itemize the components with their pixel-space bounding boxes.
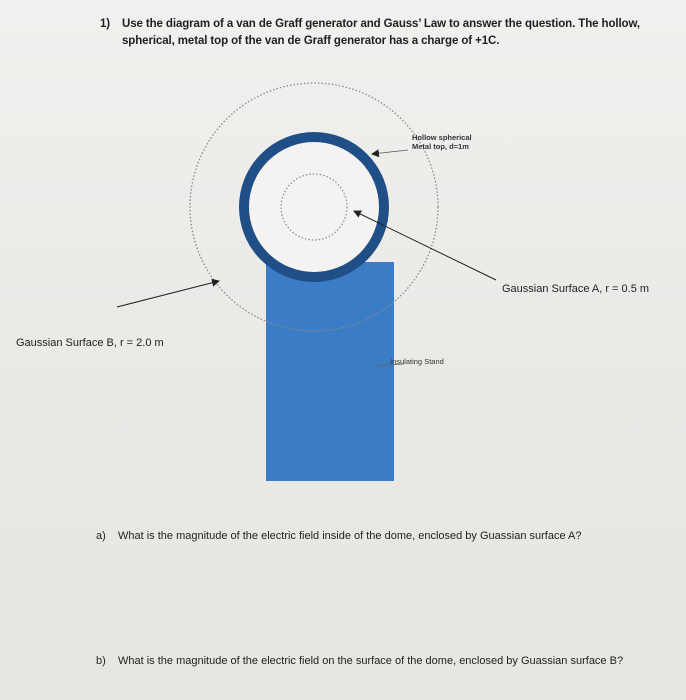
- surface-b-label: Gaussian Surface B, r = 2.0 m: [16, 337, 164, 349]
- dome-label: [412, 133, 472, 151]
- stand-label: Insulating Stand: [390, 357, 444, 366]
- dome-label-line2: Metal top, d=1m: [412, 142, 469, 151]
- question-number: 1): [100, 18, 111, 30]
- question-text: Use the diagram of a van de Graff generator and Gauss’ Law to answer the question. The hollow, spherical, metal top of the van de Graff generator has a charge of +1C.: [122, 18, 641, 47]
- question-b: [96, 654, 636, 669]
- question-b-letter: b): [96, 655, 106, 667]
- question-a: [96, 529, 656, 544]
- dome-label-arrow: [372, 150, 408, 154]
- surface-b-arrow: [117, 281, 219, 307]
- question-b-text: What is the magnitude of the electric field on the surface of the dome, enclosed by Guassian surface B?: [118, 655, 624, 667]
- dome-label-line1: Hollow spherical: [412, 133, 472, 142]
- question-a-text: What is the magnitude of the electric field inside of the dome, enclosed by Guassian surface A?: [118, 530, 582, 542]
- surface-a-label: Gaussian Surface A, r = 0.5 m: [502, 283, 650, 295]
- insulating-stand: [266, 262, 394, 481]
- question-a-letter: a): [96, 530, 106, 542]
